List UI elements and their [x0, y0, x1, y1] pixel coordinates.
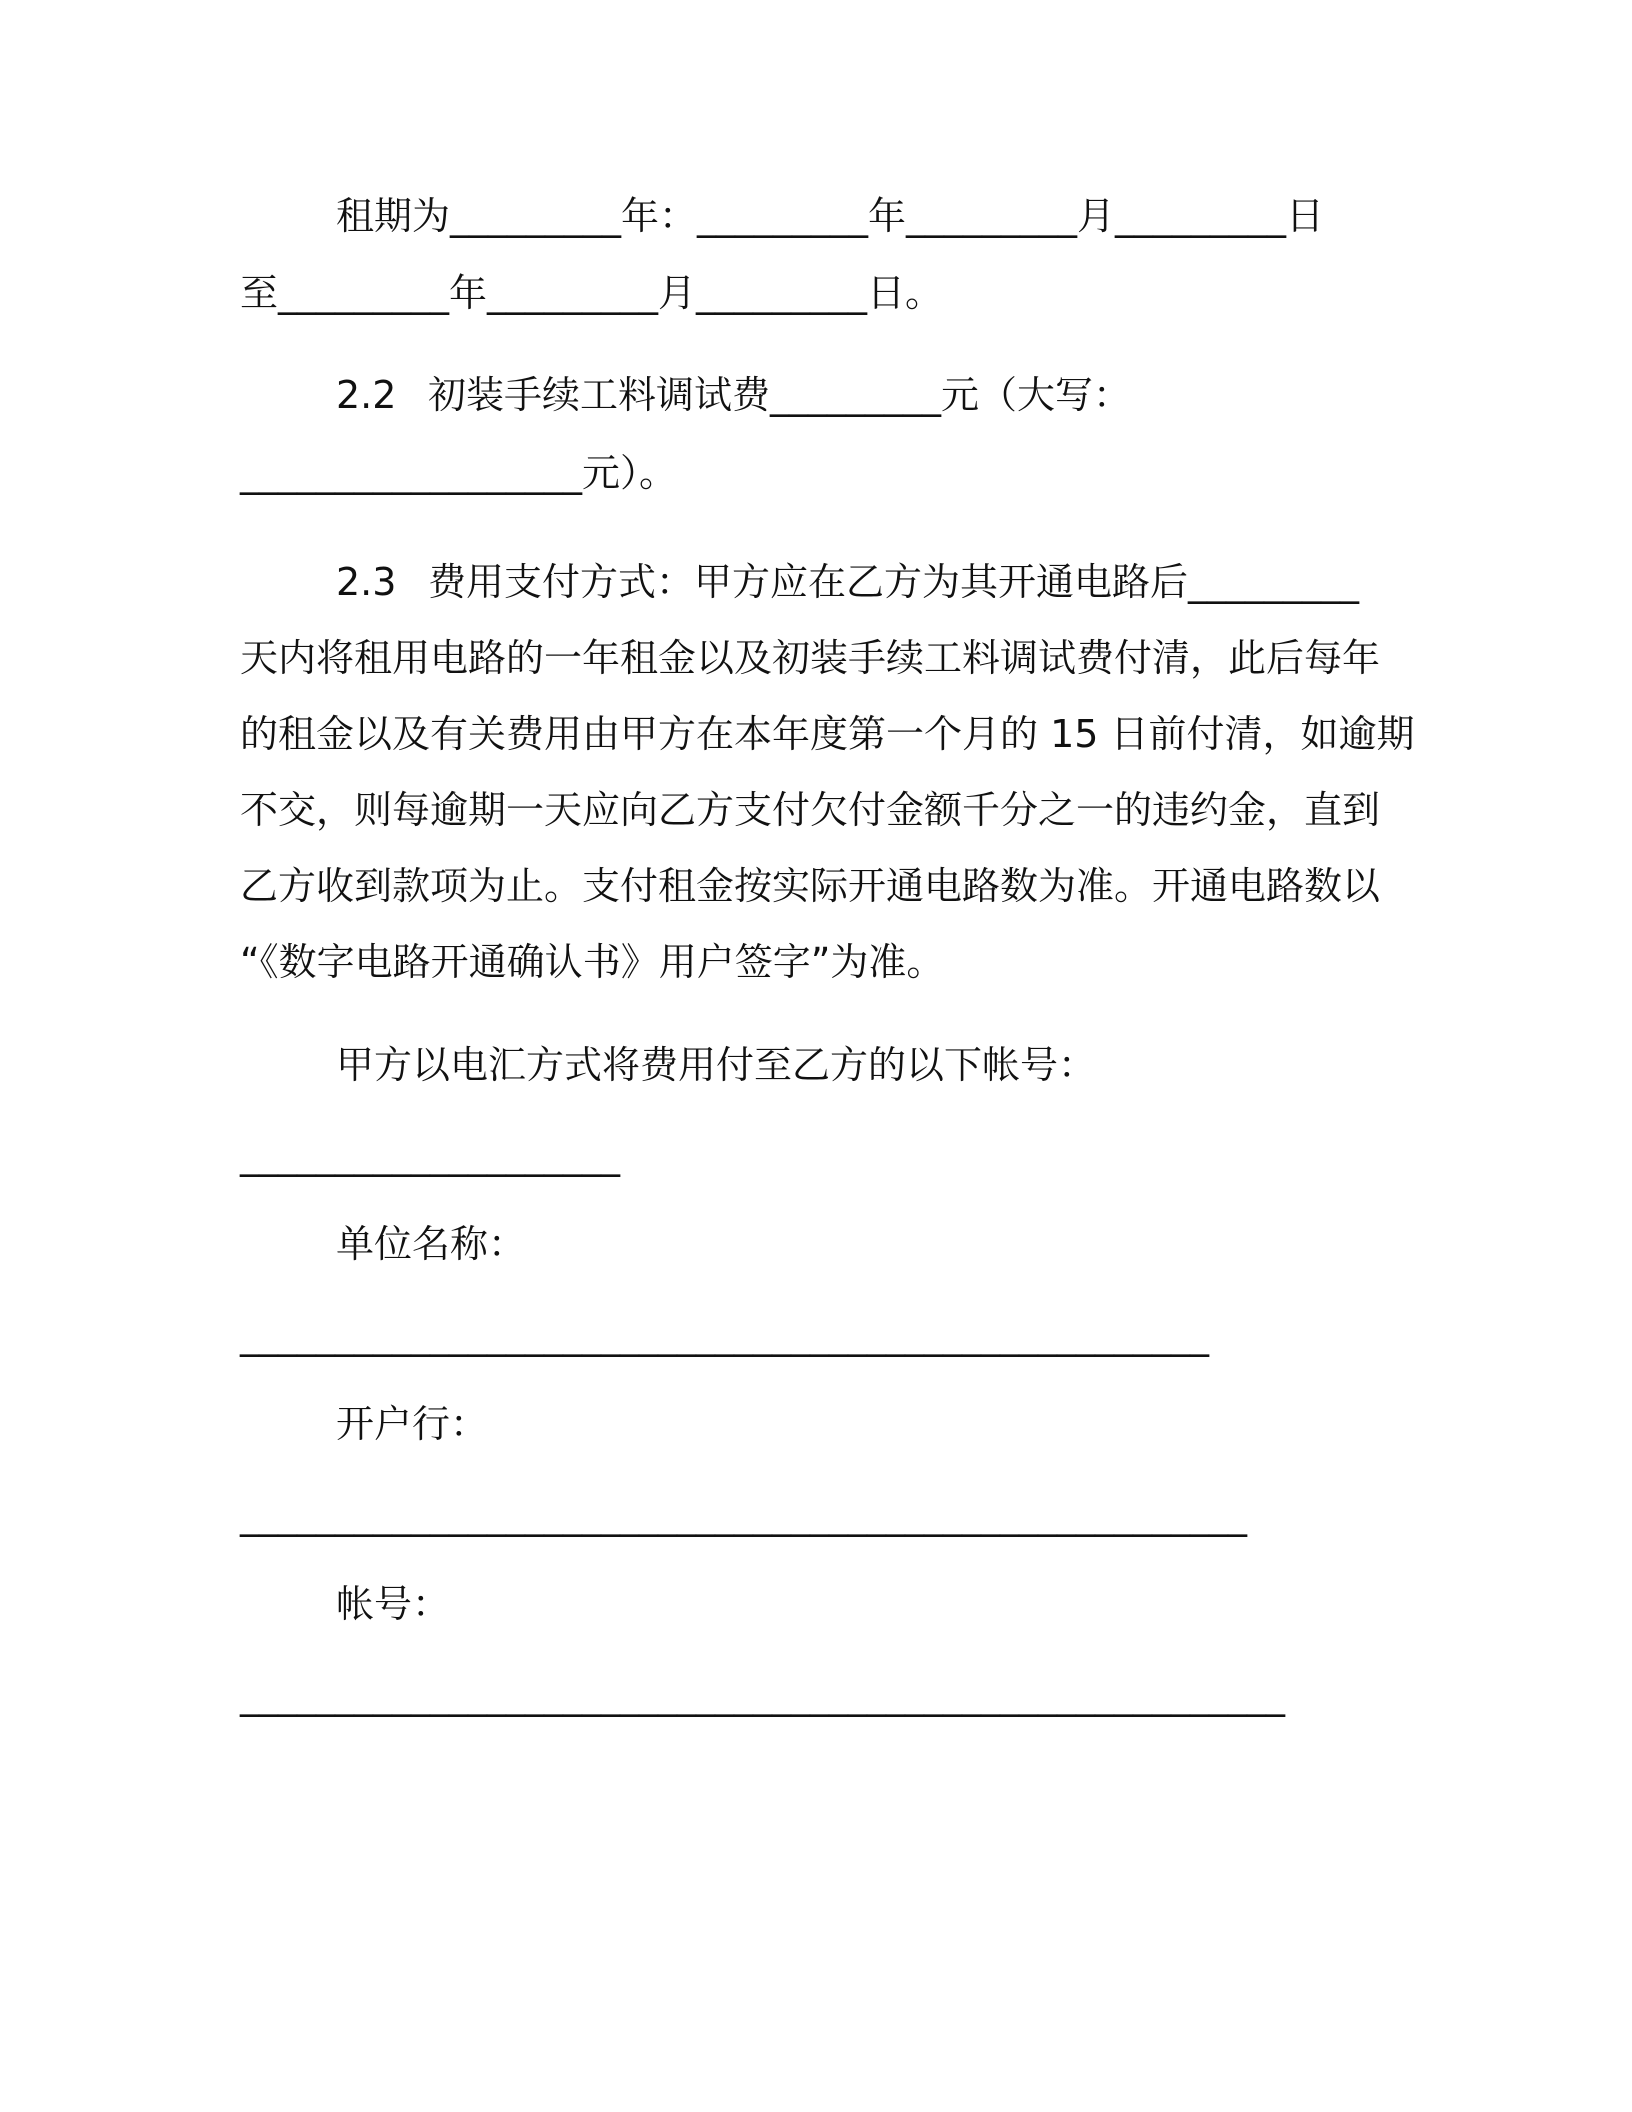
clause-2-3-number: 2.3: [336, 560, 397, 604]
clause-2-3-line-2: 天内将租用电路的一年租金以及初装手续工料调试费付清，此后每年: [240, 636, 1381, 680]
clause-2-3-line-1: [336, 558, 1359, 606]
clause-2-2-text: 初装手续工料调试费_________元（大写：: [428, 373, 1132, 417]
clause-2-3-line-3: 的租金以及有关费用由甲方在本年度第一个月的 15 日前付清，如逾期: [240, 712, 1415, 756]
clause-2-2-line-1: [336, 371, 1131, 419]
remittance-intro: 甲方以电汇方式将费用付至乙方的以下帐号：: [336, 1043, 1097, 1087]
clause-2-2-number: 2.2: [336, 373, 397, 417]
account-label: 帐号：: [336, 1582, 451, 1626]
account-blank: _______________________________________________________: [240, 1673, 1285, 1717]
remittance-blank: ____________________: [240, 1133, 620, 1177]
clause-2-3-text: 费用支付方式：甲方应在乙方为其开通电路后_________: [428, 560, 1360, 604]
bank-label: 开户行：: [336, 1402, 489, 1446]
unit-name-blank: ___________________________________________________: [240, 1313, 1209, 1357]
clause-2-3-line-6: “《数字电路开通确认书》用户签字”为准。: [240, 940, 945, 984]
bank-blank: _____________________________________________________: [240, 1493, 1247, 1537]
clause-2-2-line-2: __________________元）。: [240, 451, 678, 495]
lease-term-line-1: 租期为_________年：_________年_________月_________日: [336, 194, 1325, 238]
clause-2-3-line-5: 乙方收到款项为止。支付租金按实际开通电路数为准。开通电路数以: [240, 864, 1381, 908]
lease-term-line-2: 至_________年_________月_________日。: [240, 271, 944, 315]
clause-2-3-line-4: 不交，则每逾期一天应向乙方支付欠付金额千分之一的违约金，直到: [240, 788, 1381, 832]
unit-name-label: 单位名称：: [336, 1222, 527, 1266]
